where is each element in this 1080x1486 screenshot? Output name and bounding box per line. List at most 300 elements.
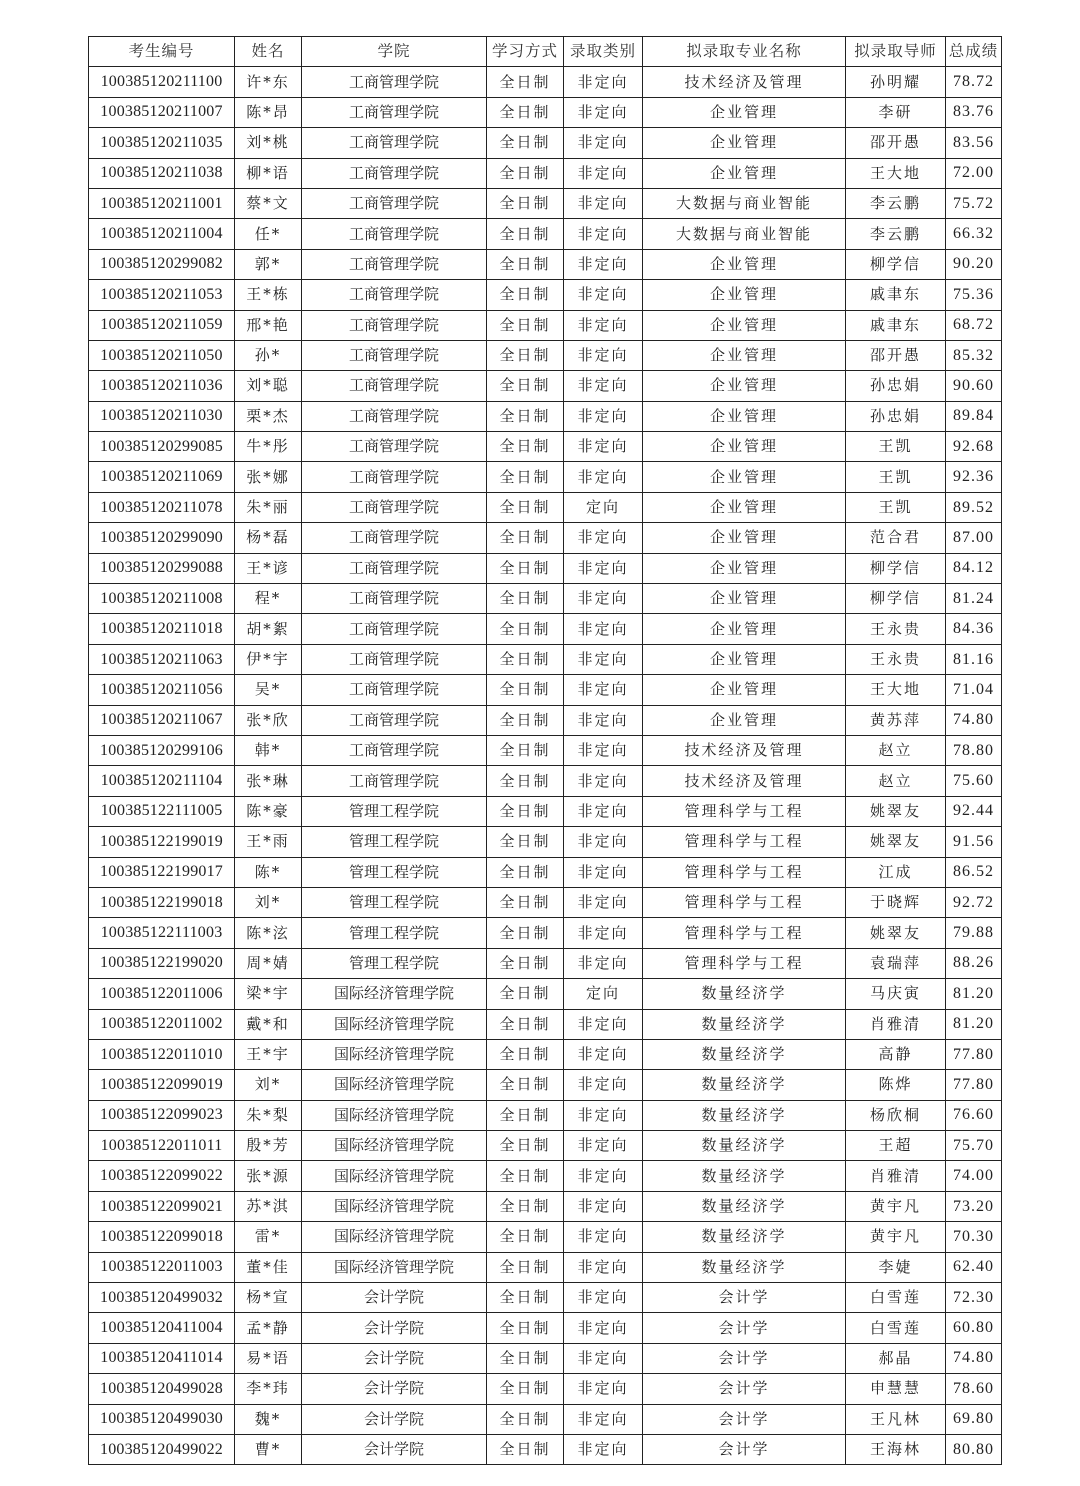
cell-exam-id: 100385120211035 xyxy=(89,128,235,158)
cell-study-mode: 全日制 xyxy=(487,735,564,765)
cell-name: 李*玮 xyxy=(235,1374,302,1404)
cell-supervisor: 郝晶 xyxy=(846,1343,946,1373)
cell-supervisor: 戚聿东 xyxy=(846,310,946,340)
cell-total-score: 90.60 xyxy=(946,371,1002,401)
table-row xyxy=(89,644,1002,674)
cell-supervisor: 李婕 xyxy=(846,1252,946,1282)
cell-college: 国际经济管理学院 xyxy=(302,1039,487,1069)
cell-name: 刘* xyxy=(235,887,302,917)
cell-name: 张*琳 xyxy=(235,766,302,796)
cell-name: 伊*宇 xyxy=(235,644,302,674)
cell-total-score: 89.84 xyxy=(946,401,1002,431)
cell-major: 数量经济学 xyxy=(643,1131,846,1161)
cell-supervisor: 马庆寅 xyxy=(846,979,946,1009)
cell-major: 企业管理 xyxy=(643,614,846,644)
cell-admission-type: 非定向 xyxy=(564,280,643,310)
cell-supervisor: 陈烨 xyxy=(846,1070,946,1100)
cell-exam-id: 100385122199020 xyxy=(89,948,235,978)
cell-name: 胡*絮 xyxy=(235,614,302,644)
cell-name: 张*源 xyxy=(235,1161,302,1191)
cell-supervisor: 王永贵 xyxy=(846,644,946,674)
cell-admission-type: 非定向 xyxy=(564,644,643,674)
header-study-mode: 学习方式 xyxy=(487,37,564,67)
cell-supervisor: 于晓辉 xyxy=(846,887,946,917)
cell-major: 企业管理 xyxy=(643,705,846,735)
cell-supervisor: 戚聿东 xyxy=(846,280,946,310)
cell-admission-type: 非定向 xyxy=(564,310,643,340)
cell-college: 管理工程学院 xyxy=(302,796,487,826)
cell-supervisor: 邵开愚 xyxy=(846,128,946,158)
cell-college: 工商管理学院 xyxy=(302,158,487,188)
cell-total-score: 81.16 xyxy=(946,644,1002,674)
table-row xyxy=(89,492,1002,522)
cell-name: 朱*梨 xyxy=(235,1100,302,1130)
cell-college: 国际经济管理学院 xyxy=(302,1100,487,1130)
cell-college: 工商管理学院 xyxy=(302,462,487,492)
cell-exam-id: 100385122099018 xyxy=(89,1222,235,1252)
cell-study-mode: 全日制 xyxy=(487,766,564,796)
cell-total-score: 72.00 xyxy=(946,158,1002,188)
cell-major: 会计学 xyxy=(643,1283,846,1313)
table-row xyxy=(89,188,1002,218)
cell-major: 企业管理 xyxy=(643,675,846,705)
cell-total-score: 78.80 xyxy=(946,735,1002,765)
cell-admission-type: 非定向 xyxy=(564,1191,643,1221)
table-row xyxy=(89,97,1002,127)
cell-major: 数量经济学 xyxy=(643,1161,846,1191)
cell-name: 程* xyxy=(235,584,302,614)
cell-exam-id: 100385120411014 xyxy=(89,1343,235,1373)
cell-exam-id: 100385120211030 xyxy=(89,401,235,431)
cell-major: 管理科学与工程 xyxy=(643,887,846,917)
cell-supervisor: 孙忠娟 xyxy=(846,401,946,431)
cell-total-score: 62.40 xyxy=(946,1252,1002,1282)
cell-study-mode: 全日制 xyxy=(487,948,564,978)
cell-admission-type: 非定向 xyxy=(564,219,643,249)
table-header-row xyxy=(89,37,1002,67)
cell-college: 国际经济管理学院 xyxy=(302,1070,487,1100)
cell-study-mode: 全日制 xyxy=(487,857,564,887)
cell-study-mode: 全日制 xyxy=(487,705,564,735)
cell-college: 工商管理学院 xyxy=(302,584,487,614)
cell-exam-id: 100385120299090 xyxy=(89,523,235,553)
cell-major: 企业管理 xyxy=(643,401,846,431)
cell-name: 陈*豪 xyxy=(235,796,302,826)
admission-table xyxy=(88,36,1002,1465)
table-row xyxy=(89,584,1002,614)
cell-exam-id: 100385122099023 xyxy=(89,1100,235,1130)
cell-name: 周*婧 xyxy=(235,948,302,978)
cell-exam-id: 100385120211007 xyxy=(89,97,235,127)
cell-name: 苏*淇 xyxy=(235,1191,302,1221)
cell-college: 工商管理学院 xyxy=(302,371,487,401)
table-row xyxy=(89,432,1002,462)
cell-major: 企业管理 xyxy=(643,492,846,522)
cell-total-score: 79.88 xyxy=(946,918,1002,948)
cell-total-score: 78.72 xyxy=(946,67,1002,97)
cell-study-mode: 全日制 xyxy=(487,614,564,644)
cell-study-mode: 全日制 xyxy=(487,827,564,857)
table-row xyxy=(89,735,1002,765)
cell-exam-id: 100385120211018 xyxy=(89,614,235,644)
cell-name: 朱*丽 xyxy=(235,492,302,522)
cell-major: 企业管理 xyxy=(643,644,846,674)
cell-major: 企业管理 xyxy=(643,158,846,188)
cell-admission-type: 非定向 xyxy=(564,188,643,218)
cell-exam-id: 100385120411004 xyxy=(89,1313,235,1343)
table-row xyxy=(89,614,1002,644)
cell-name: 魏* xyxy=(235,1404,302,1434)
cell-study-mode: 全日制 xyxy=(487,1161,564,1191)
cell-total-score: 75.72 xyxy=(946,188,1002,218)
header-supervisor: 拟录取导师 xyxy=(846,37,946,67)
cell-total-score: 88.26 xyxy=(946,948,1002,978)
cell-college: 工商管理学院 xyxy=(302,249,487,279)
table-row xyxy=(89,1252,1002,1282)
table-row xyxy=(89,1404,1002,1434)
cell-college: 会计学院 xyxy=(302,1434,487,1464)
cell-exam-id: 100385120499028 xyxy=(89,1374,235,1404)
cell-exam-id: 100385120299085 xyxy=(89,432,235,462)
cell-major: 数量经济学 xyxy=(643,1222,846,1252)
cell-supervisor: 柳学信 xyxy=(846,553,946,583)
header-major: 拟录取专业名称 xyxy=(643,37,846,67)
cell-name: 郭* xyxy=(235,249,302,279)
table-row xyxy=(89,1313,1002,1343)
cell-study-mode: 全日制 xyxy=(487,523,564,553)
cell-exam-id: 100385120299088 xyxy=(89,553,235,583)
cell-exam-id: 100385122199017 xyxy=(89,857,235,887)
cell-major: 数量经济学 xyxy=(643,979,846,1009)
table-row xyxy=(89,340,1002,370)
cell-total-score: 92.68 xyxy=(946,432,1002,462)
cell-supervisor: 黄宇凡 xyxy=(846,1222,946,1252)
cell-total-score: 74.80 xyxy=(946,705,1002,735)
cell-exam-id: 100385120211067 xyxy=(89,705,235,735)
cell-college: 管理工程学院 xyxy=(302,948,487,978)
cell-major: 企业管理 xyxy=(643,97,846,127)
cell-total-score: 92.72 xyxy=(946,887,1002,917)
table-row xyxy=(89,1434,1002,1464)
cell-name: 柳*语 xyxy=(235,158,302,188)
cell-major: 技术经济及管理 xyxy=(643,766,846,796)
table-row xyxy=(89,553,1002,583)
cell-exam-id: 100385120499032 xyxy=(89,1283,235,1313)
cell-study-mode: 全日制 xyxy=(487,887,564,917)
cell-name: 吴* xyxy=(235,675,302,705)
cell-study-mode: 全日制 xyxy=(487,918,564,948)
cell-name: 杨*宣 xyxy=(235,1283,302,1313)
cell-admission-type: 非定向 xyxy=(564,462,643,492)
cell-admission-type: 非定向 xyxy=(564,1070,643,1100)
table-row xyxy=(89,857,1002,887)
cell-supervisor: 黄苏萍 xyxy=(846,705,946,735)
cell-name: 蔡*文 xyxy=(235,188,302,218)
cell-supervisor: 赵立 xyxy=(846,766,946,796)
table-row xyxy=(89,979,1002,1009)
cell-college: 工商管理学院 xyxy=(302,614,487,644)
table-body xyxy=(89,67,1002,1465)
cell-study-mode: 全日制 xyxy=(487,1313,564,1343)
cell-name: 曹* xyxy=(235,1434,302,1464)
cell-admission-type: 非定向 xyxy=(564,1131,643,1161)
cell-major: 会计学 xyxy=(643,1313,846,1343)
cell-admission-type: 非定向 xyxy=(564,67,643,97)
cell-college: 国际经济管理学院 xyxy=(302,1222,487,1252)
cell-admission-type: 非定向 xyxy=(564,1374,643,1404)
cell-college: 会计学院 xyxy=(302,1343,487,1373)
cell-major: 企业管理 xyxy=(643,340,846,370)
cell-admission-type: 非定向 xyxy=(564,1009,643,1039)
cell-study-mode: 全日制 xyxy=(487,979,564,1009)
table-row xyxy=(89,1009,1002,1039)
cell-major: 数量经济学 xyxy=(643,1191,846,1221)
cell-total-score: 77.80 xyxy=(946,1070,1002,1100)
cell-major: 数量经济学 xyxy=(643,1009,846,1039)
cell-college: 国际经济管理学院 xyxy=(302,1252,487,1282)
cell-major: 企业管理 xyxy=(643,249,846,279)
table-row xyxy=(89,1374,1002,1404)
cell-exam-id: 100385120211078 xyxy=(89,492,235,522)
cell-total-score: 81.20 xyxy=(946,1009,1002,1039)
cell-supervisor: 杨欣桐 xyxy=(846,1100,946,1130)
cell-supervisor: 王大地 xyxy=(846,158,946,188)
cell-supervisor: 白雪莲 xyxy=(846,1313,946,1343)
table-row xyxy=(89,249,1002,279)
cell-total-score: 87.00 xyxy=(946,523,1002,553)
cell-supervisor: 姚翠友 xyxy=(846,827,946,857)
cell-total-score: 72.30 xyxy=(946,1283,1002,1313)
cell-college: 工商管理学院 xyxy=(302,523,487,553)
cell-study-mode: 全日制 xyxy=(487,432,564,462)
cell-admission-type: 非定向 xyxy=(564,1039,643,1069)
cell-name: 雷* xyxy=(235,1222,302,1252)
cell-college: 工商管理学院 xyxy=(302,188,487,218)
cell-study-mode: 全日制 xyxy=(487,1131,564,1161)
cell-study-mode: 全日制 xyxy=(487,1283,564,1313)
table-row xyxy=(89,1070,1002,1100)
cell-exam-id: 100385122099021 xyxy=(89,1191,235,1221)
cell-study-mode: 全日制 xyxy=(487,219,564,249)
cell-major: 管理科学与工程 xyxy=(643,948,846,978)
cell-supervisor: 申慧慧 xyxy=(846,1374,946,1404)
cell-college: 会计学院 xyxy=(302,1374,487,1404)
cell-college: 工商管理学院 xyxy=(302,310,487,340)
cell-admission-type: 非定向 xyxy=(564,1343,643,1373)
cell-name: 孟*静 xyxy=(235,1313,302,1343)
cell-name: 张*欣 xyxy=(235,705,302,735)
cell-name: 易*语 xyxy=(235,1343,302,1373)
cell-major: 大数据与商业智能 xyxy=(643,188,846,218)
cell-study-mode: 全日制 xyxy=(487,1191,564,1221)
cell-name: 刘*桃 xyxy=(235,128,302,158)
table-row xyxy=(89,67,1002,97)
cell-admission-type: 非定向 xyxy=(564,432,643,462)
cell-exam-id: 100385120499030 xyxy=(89,1404,235,1434)
table-row xyxy=(89,128,1002,158)
cell-admission-type: 非定向 xyxy=(564,705,643,735)
table-row xyxy=(89,1222,1002,1252)
cell-name: 杨*磊 xyxy=(235,523,302,553)
cell-study-mode: 全日制 xyxy=(487,128,564,158)
cell-college: 工商管理学院 xyxy=(302,705,487,735)
cell-college: 管理工程学院 xyxy=(302,918,487,948)
cell-total-score: 83.76 xyxy=(946,97,1002,127)
cell-admission-type: 非定向 xyxy=(564,1283,643,1313)
cell-admission-type: 非定向 xyxy=(564,918,643,948)
cell-admission-type: 非定向 xyxy=(564,340,643,370)
cell-admission-type: 非定向 xyxy=(564,735,643,765)
table-row xyxy=(89,158,1002,188)
cell-name: 王*栋 xyxy=(235,280,302,310)
cell-admission-type: 非定向 xyxy=(564,675,643,705)
cell-exam-id: 100385120211059 xyxy=(89,310,235,340)
cell-exam-id: 100385120211038 xyxy=(89,158,235,188)
cell-name: 殷*芳 xyxy=(235,1131,302,1161)
cell-admission-type: 非定向 xyxy=(564,948,643,978)
cell-admission-type: 非定向 xyxy=(564,827,643,857)
cell-college: 工商管理学院 xyxy=(302,128,487,158)
cell-college: 国际经济管理学院 xyxy=(302,1009,487,1039)
table-row xyxy=(89,887,1002,917)
cell-exam-id: 100385120499022 xyxy=(89,1434,235,1464)
cell-supervisor: 黄宇凡 xyxy=(846,1191,946,1221)
cell-total-score: 71.04 xyxy=(946,675,1002,705)
cell-supervisor: 姚翠友 xyxy=(846,918,946,948)
cell-supervisor: 袁瑞萍 xyxy=(846,948,946,978)
cell-exam-id: 100385122011011 xyxy=(89,1131,235,1161)
cell-admission-type: 非定向 xyxy=(564,523,643,553)
cell-total-score: 66.32 xyxy=(946,219,1002,249)
cell-name: 孙* xyxy=(235,340,302,370)
cell-college: 工商管理学院 xyxy=(302,675,487,705)
cell-exam-id: 100385120211036 xyxy=(89,371,235,401)
cell-exam-id: 100385122011003 xyxy=(89,1252,235,1282)
cell-total-score: 89.52 xyxy=(946,492,1002,522)
cell-college: 工商管理学院 xyxy=(302,340,487,370)
cell-major: 企业管理 xyxy=(643,523,846,553)
cell-exam-id: 100385120211004 xyxy=(89,219,235,249)
table-row xyxy=(89,675,1002,705)
cell-total-score: 92.36 xyxy=(946,462,1002,492)
cell-name: 戴*和 xyxy=(235,1009,302,1039)
cell-supervisor: 王凯 xyxy=(846,432,946,462)
cell-major: 企业管理 xyxy=(643,432,846,462)
cell-total-score: 74.80 xyxy=(946,1343,1002,1373)
cell-major: 数量经济学 xyxy=(643,1070,846,1100)
cell-major: 管理科学与工程 xyxy=(643,918,846,948)
cell-college: 工商管理学院 xyxy=(302,97,487,127)
cell-total-score: 60.80 xyxy=(946,1313,1002,1343)
cell-exam-id: 100385120299106 xyxy=(89,735,235,765)
cell-major: 会计学 xyxy=(643,1343,846,1373)
cell-total-score: 78.60 xyxy=(946,1374,1002,1404)
cell-exam-id: 100385122111003 xyxy=(89,918,235,948)
cell-admission-type: 非定向 xyxy=(564,1100,643,1130)
cell-admission-type: 非定向 xyxy=(564,857,643,887)
cell-exam-id: 100385122199018 xyxy=(89,887,235,917)
cell-exam-id: 100385120211008 xyxy=(89,584,235,614)
cell-admission-type: 非定向 xyxy=(564,766,643,796)
table-row xyxy=(89,918,1002,948)
cell-admission-type: 非定向 xyxy=(564,371,643,401)
cell-supervisor: 李云鹏 xyxy=(846,188,946,218)
cell-exam-id: 100385122011006 xyxy=(89,979,235,1009)
cell-total-score: 91.56 xyxy=(946,827,1002,857)
cell-exam-id: 100385122011010 xyxy=(89,1039,235,1069)
cell-supervisor: 白雪莲 xyxy=(846,1283,946,1313)
cell-admission-type: 非定向 xyxy=(564,158,643,188)
cell-name: 韩* xyxy=(235,735,302,765)
cell-admission-type: 非定向 xyxy=(564,249,643,279)
cell-major: 管理科学与工程 xyxy=(643,857,846,887)
cell-name: 邢*艳 xyxy=(235,310,302,340)
cell-study-mode: 全日制 xyxy=(487,492,564,522)
table-row xyxy=(89,310,1002,340)
table-row xyxy=(89,705,1002,735)
cell-exam-id: 100385120211063 xyxy=(89,644,235,674)
cell-major: 大数据与商业智能 xyxy=(643,219,846,249)
cell-major: 会计学 xyxy=(643,1374,846,1404)
cell-study-mode: 全日制 xyxy=(487,67,564,97)
cell-exam-id: 100385122111005 xyxy=(89,796,235,826)
cell-total-score: 90.20 xyxy=(946,249,1002,279)
cell-supervisor: 王超 xyxy=(846,1131,946,1161)
cell-study-mode: 全日制 xyxy=(487,1100,564,1130)
cell-study-mode: 全日制 xyxy=(487,1252,564,1282)
cell-supervisor: 范合君 xyxy=(846,523,946,553)
cell-exam-id: 100385120211056 xyxy=(89,675,235,705)
table-row xyxy=(89,948,1002,978)
cell-total-score: 73.20 xyxy=(946,1191,1002,1221)
cell-admission-type: 非定向 xyxy=(564,553,643,583)
cell-name: 栗*杰 xyxy=(235,401,302,431)
cell-exam-id: 100385120211069 xyxy=(89,462,235,492)
cell-total-score: 81.20 xyxy=(946,979,1002,1009)
cell-major: 企业管理 xyxy=(643,371,846,401)
cell-supervisor: 柳学信 xyxy=(846,249,946,279)
cell-college: 工商管理学院 xyxy=(302,553,487,583)
cell-exam-id: 100385122099022 xyxy=(89,1161,235,1191)
cell-total-score: 75.36 xyxy=(946,280,1002,310)
cell-study-mode: 全日制 xyxy=(487,1434,564,1464)
cell-admission-type: 非定向 xyxy=(564,584,643,614)
cell-total-score: 84.36 xyxy=(946,614,1002,644)
cell-study-mode: 全日制 xyxy=(487,401,564,431)
cell-college: 工商管理学院 xyxy=(302,67,487,97)
cell-total-score: 86.52 xyxy=(946,857,1002,887)
cell-college: 管理工程学院 xyxy=(302,887,487,917)
table-row xyxy=(89,1131,1002,1161)
cell-major: 管理科学与工程 xyxy=(643,827,846,857)
cell-college: 工商管理学院 xyxy=(302,432,487,462)
cell-supervisor: 王凡林 xyxy=(846,1404,946,1434)
cell-supervisor: 王凯 xyxy=(846,492,946,522)
cell-name: 王*雨 xyxy=(235,827,302,857)
cell-admission-type: 非定向 xyxy=(564,887,643,917)
cell-total-score: 85.32 xyxy=(946,340,1002,370)
cell-college: 管理工程学院 xyxy=(302,857,487,887)
cell-admission-type: 定向 xyxy=(564,492,643,522)
cell-college: 工商管理学院 xyxy=(302,492,487,522)
table-row xyxy=(89,1343,1002,1373)
cell-name: 刘*聪 xyxy=(235,371,302,401)
cell-study-mode: 全日制 xyxy=(487,188,564,218)
cell-supervisor: 姚翠友 xyxy=(846,796,946,826)
cell-study-mode: 全日制 xyxy=(487,280,564,310)
cell-major: 会计学 xyxy=(643,1404,846,1434)
cell-major: 数量经济学 xyxy=(643,1252,846,1282)
